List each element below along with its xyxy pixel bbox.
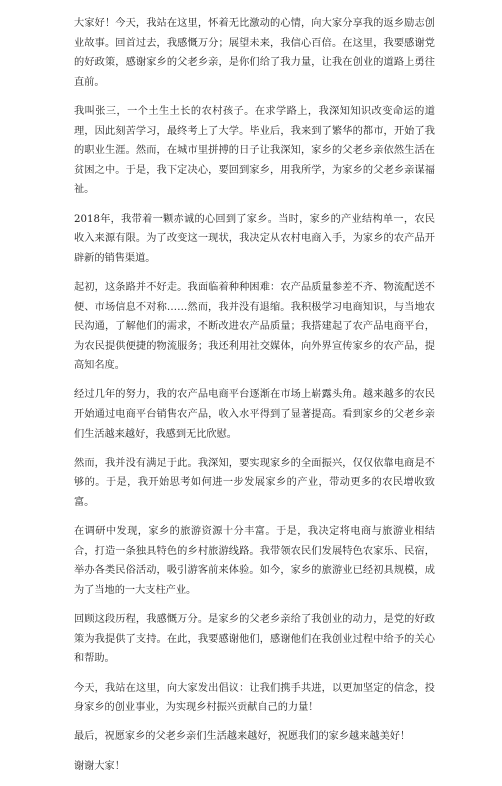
document-body [74, 14, 435, 786]
paragraph-results: 经过几年的努力，我的农产品电商平台逐渐在市场上崭露头角。越来越多的农民开始通过电商平台销售农产品，收入水平得到了显著提高。看到家乡的父老乡亲们生活越来越好，我感到无比欣慰。 [74, 389, 435, 440]
paragraph-call-to-action: 今天，我站在这里，向大家发出倡议：让我们携手共进，以更加坚定的信念，投身家乡的创业事业，为实现乡村振兴贡献自己的力量！ [74, 682, 435, 714]
paragraph-return-2018: 2018年，我带着一颗赤诚的心回到了家乡。当时，家乡的产业结构单一，农民收入来源有限。为了改变这一现状，我决定从农村电商入手，为家乡的农产品开辟新的销售渠道。 [74, 213, 435, 264]
paragraph-review: 回顾这段历程，我感慨万分。是家乡的父老乡亲给了我创业的动力，是党的好政策为我提供了支持。在此，我要感谢他们，感谢他们在我创业过程中给予的关心和帮助。 [74, 614, 435, 665]
paragraph-background: 我叫张三，一个土生土长的农村孩子。在求学路上，我深知知识改变命运的道理，因此刻苦学习，最终考上了大学。毕业后，我来到了繁华的都市，开始了我的职业生涯。然而，在城市里拼搏的日子让我深知，家乡的父老乡亲依然生活在贫困之中。于是，我下定决心，要回到家乡，用我所学，为家乡的父老乡亲谋福祉。 [74, 105, 435, 196]
paragraph-thanks: 谢谢大家！ [74, 760, 125, 772]
paragraph-closing-wish: 最后，祝愿家乡的父老乡亲们生活越来越好，祝愿我们的家乡越来越美好！ [74, 731, 411, 743]
paragraph-further-thinking: 然而，我并没有满足于此。我深知，要实现家乡的全面振兴，仅仅依靠电商是不够的。于是，我开始思考如何进一步发展家乡的产业，带动更多的农民增收致富。 [74, 457, 435, 509]
paragraph-greeting: 大家好！今天，我站在这里，怀着无比激动的心情，向大家分享我的返乡励志创业故事。回首过去，我感慨万分；展望未来，我信心百倍。在这里，我要感谢党的好政策，感谢家乡的父老乡亲，是你们给了我力量，让我在创业的道路上勇往直前。 [74, 18, 435, 88]
paragraph-tourism: 在调研中发现，家乡的旅游资源十分丰富。于是，我决定将电商与旅游业相结合，打造一条独具特色的乡村旅游线路。我带领农民们发展特色农家乐、民宿，举办各类民俗活动，吸引游客前来体验。如今，家乡的旅游业已经初具规模，成为了当地的一大支柱产业。 [74, 526, 435, 596]
paragraph-difficulties: 起初，这条路并不好走。我面临着种种困难：农产品质量参差不齐、物流配送不便、市场信息不对称……然而，我并没有退缩。我积极学习电商知识，与当地农民沟通，了解他们的需求，不断改进农产品质量；我搭建起了农产品电商平台，为农民提供便捷的物流服务；我还利用社交媒体，向外界宣传家乡的农产品，提高知名度。 [74, 281, 435, 372]
